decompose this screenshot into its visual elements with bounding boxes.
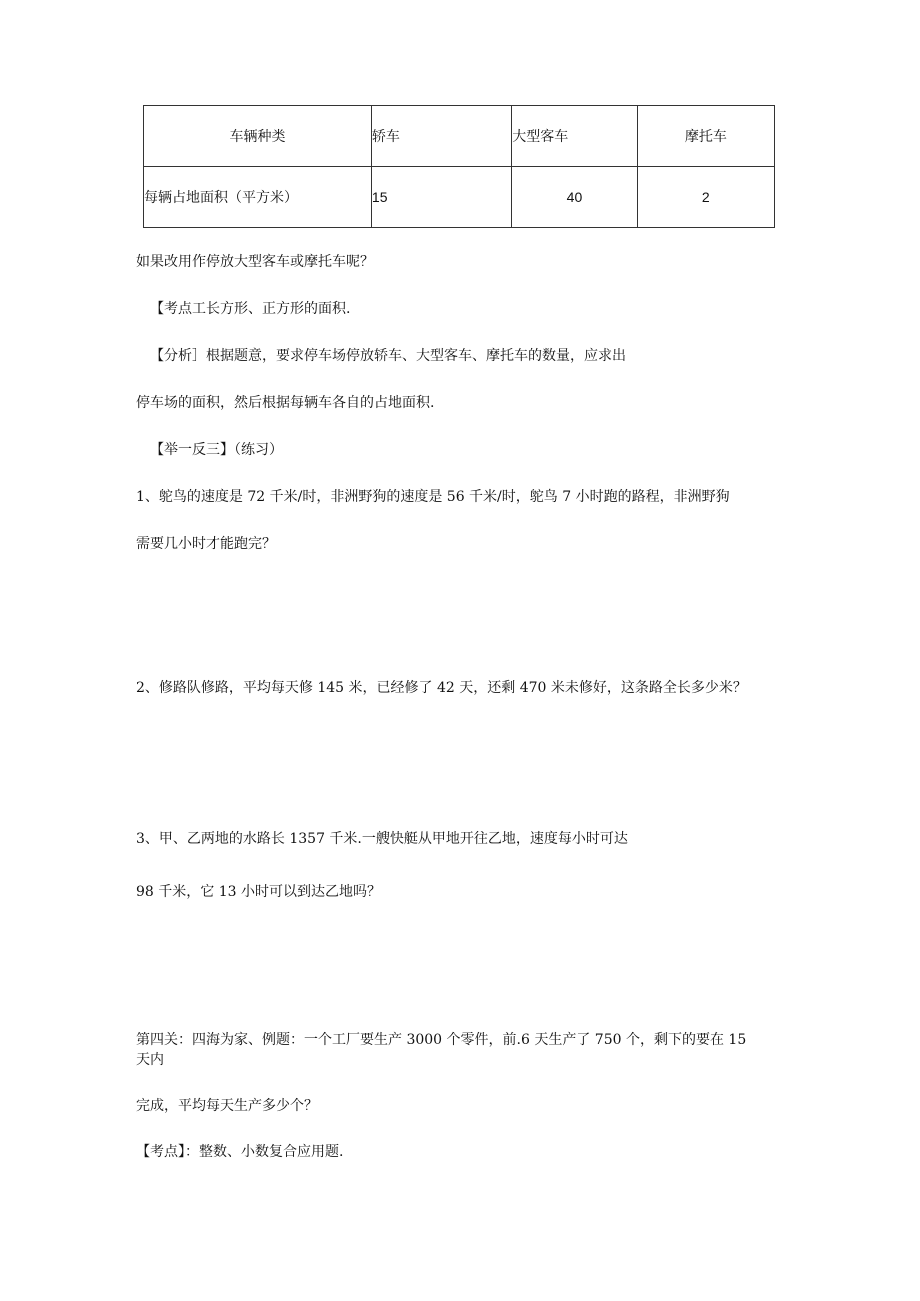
table-cell — [512, 167, 637, 228]
header-vehicle-type: 车辆种类 — [229, 129, 286, 145]
header-bus: 大型客车 — [512, 129, 569, 145]
problem-1-line-2: 需要几小时才能跑完？ — [136, 536, 276, 552]
table-row — [144, 167, 775, 228]
table-cell — [144, 167, 372, 228]
value-car-area: 15 — [371, 189, 388, 205]
row-label-area: 每辆占地面积（平方米） — [144, 190, 298, 206]
value-motorcycle-area: 2 — [701, 189, 710, 205]
problem-2: 2、修路队修路，平均每天修 145 米，已经修了 42 天，还剩 470 米未修好，这条路全长多少米？ — [136, 680, 747, 696]
table-header-row — [144, 106, 775, 167]
problem-3-line-1: 3、甲、乙两地的水路长 1357 千米.一艘快艇从甲地开往乙地，速度每小时可达 — [136, 831, 628, 847]
level-4-example-line-1: 第四关：四海为家、例题：一个工厂要生产 3000 个零件，前.6 天生产了 750 个，剩下的要在 15 — [136, 1032, 747, 1048]
table-cell — [512, 106, 637, 167]
kaodian-integer-decimal: 【考点】：整数、小数复合应用题. — [136, 1144, 344, 1160]
table-cell — [144, 106, 372, 167]
vehicle-area-table — [143, 105, 775, 228]
table-cell — [637, 167, 774, 228]
practice-heading: 【举一反三】（练习） — [150, 442, 283, 458]
table-cell — [637, 106, 774, 167]
level-4-example-line-2: 天内 — [136, 1052, 164, 1068]
header-car: 轿车 — [371, 129, 400, 145]
problem-1-line-1: 1、鸵鸟的速度是 72 千米/时，非洲野狗的速度是 56 千米/时，鸵鸟 7 小时跑的路程，非洲野狗 — [136, 489, 730, 505]
analysis-line-1: 【分析］根据题意，要求停车场停放轿车、大型客车、摩托车的数量，应求出 — [150, 348, 626, 364]
value-bus-area: 40 — [566, 189, 583, 205]
table-cell — [371, 106, 511, 167]
header-motorcycle: 摩托车 — [684, 129, 727, 145]
kaodian-heading: 【考点工长方形、正方形的面积. — [150, 301, 351, 317]
analysis-line-2: 停车场的面积，然后根据每辆车各自的占地面积. — [136, 395, 435, 411]
table-cell — [371, 167, 511, 228]
problem-3-line-2: 98 千米，它 13 小时可以到达乙地吗？ — [136, 884, 381, 900]
level-4-example-line-3: 完成，平均每天生产多少个？ — [136, 1098, 318, 1114]
question-change-vehicle: 如果改用作停放大型客车或摩托车呢？ — [136, 254, 374, 270]
